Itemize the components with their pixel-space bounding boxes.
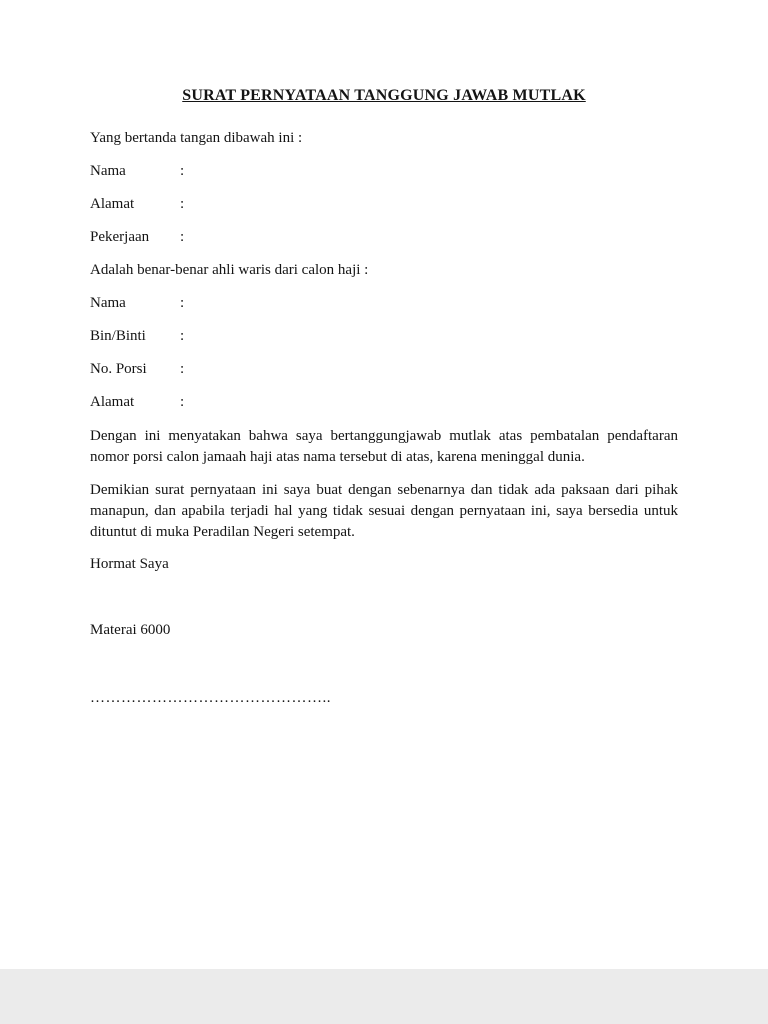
- statement-paragraph: Dengan ini menyatakan bahwa saya bertanggungjawab mutlak atas pembatalan pendaftaran nomor porsi calon jamaah haji atas nama tersebut di atas, karena meninggal dunia.: [90, 428, 678, 465]
- field-colon: :: [180, 328, 185, 344]
- intro-line: Yang bertanda tangan dibawah ini :: [90, 130, 303, 146]
- field-label: No. Porsi: [90, 361, 147, 377]
- closing-paragraph: Demikian surat pernyataan ini saya buat dengan sebenarnya dan tidak ada paksaan dari pihak manapun, dan apabila terjadi hal yang tidak sesuai dengan pernyataan ini, saya bersedia untuk dituntut di muka Peradilan Negeri setempat.: [90, 482, 678, 540]
- field-colon: :: [180, 196, 185, 212]
- field-label: Alamat: [90, 196, 135, 212]
- field-colon: :: [180, 295, 185, 311]
- field-colon: :: [180, 163, 185, 179]
- field-label: Alamat: [90, 394, 135, 410]
- signature-dotted-line: ………………………………………..: [90, 690, 331, 706]
- field-colon: :: [180, 229, 185, 245]
- field-row-no-porsi: [90, 360, 678, 378]
- field-label: Bin/Binti: [90, 328, 146, 344]
- field-colon: :: [180, 361, 185, 377]
- field-label: Nama: [90, 295, 126, 311]
- field-row-pekerjaan: [90, 228, 678, 246]
- materai-note: Materai 6000: [90, 622, 171, 638]
- salutation: Hormat Saya: [90, 556, 169, 572]
- field-row-nama-1: [90, 162, 678, 180]
- field-label: Nama: [90, 163, 126, 179]
- heir-intro-line: Adalah benar-benar ahli waris dari calon haji :: [90, 262, 369, 278]
- field-row-nama-2: [90, 294, 678, 312]
- field-row-bin-binti: [90, 327, 678, 345]
- field-row-alamat-2: [90, 393, 678, 411]
- field-label: Pekerjaan: [90, 229, 150, 245]
- field-colon: :: [180, 394, 185, 410]
- field-row-alamat-1: [90, 195, 678, 213]
- document-title: SURAT PERNYATAAN TANGGUNG JAWAB MUTLAK: [182, 87, 586, 104]
